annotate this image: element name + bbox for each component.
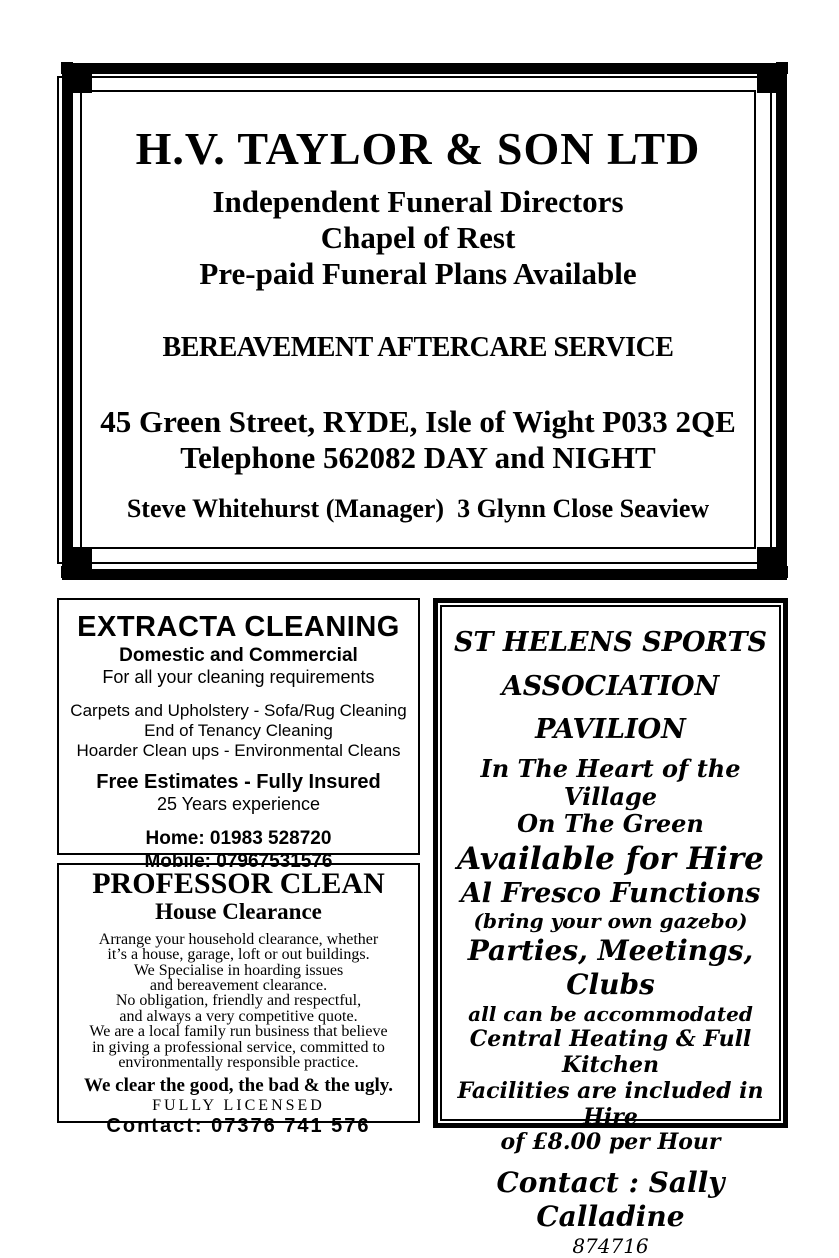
sthelens-accommodated-line: all can be accommodated bbox=[468, 1001, 753, 1026]
professor-body-line: We are a local family run business that believe bbox=[89, 1023, 388, 1041]
professor-body-line: environmentally responsible practice. bbox=[118, 1053, 359, 1071]
sthelens-heating-line: Central Heating & Full Kitchen bbox=[469, 1025, 752, 1078]
sthelens-hire-line: Available for Hire bbox=[457, 840, 764, 877]
professor-body-line: and bereavement clearance. bbox=[149, 977, 328, 995]
sthelens-title-line-2: ASSOCIATION bbox=[501, 670, 720, 702]
extracta-service-3: Hoarder Clean ups - Environmental Cleans bbox=[76, 741, 401, 761]
sthelens-heart-line: In The Heart of the Village bbox=[480, 754, 741, 811]
funeral-subtitle-2: Chapel of Rest bbox=[320, 219, 516, 255]
sthelens-title-line-3: PAVILION bbox=[535, 714, 686, 746]
funeral-manager-line: Steve Whitehurst (Manager) 3 Glynn Close Seaview bbox=[126, 493, 710, 523]
extracta-estimates: Free Estimates - Fully Insured bbox=[96, 771, 381, 794]
funeral-subtitle-3: Pre-paid Funeral Plans Available bbox=[199, 255, 637, 291]
extracta-service-2: End of Tenancy Cleaning bbox=[144, 721, 333, 741]
sthelens-ad-content bbox=[440, 605, 781, 1258]
professor-clean-ad bbox=[57, 863, 420, 1138]
sthelens-facilities-line: Facilities are included in Hire bbox=[457, 1077, 764, 1130]
professor-body-line: No obligation, friendly and respectful, bbox=[115, 992, 362, 1010]
sthelens-title-line-1: ST HELENS SPORTS bbox=[453, 627, 768, 658]
frame-corner-ornament bbox=[757, 547, 779, 569]
frame-corner-ornament bbox=[70, 71, 92, 93]
professor-body-line: Arrange your household clearance, whether bbox=[98, 931, 379, 948]
funeral-subtitle-1: Independent Funeral Directors bbox=[212, 184, 624, 219]
sthelens-alfresco-line: Al Fresco Functions bbox=[460, 877, 761, 909]
funeral-ad-content bbox=[82, 92, 754, 547]
sthelens-price-line: of £8.00 per Hour bbox=[500, 1129, 721, 1156]
professor-title: PROFESSOR CLEAN bbox=[92, 867, 385, 900]
professor-body-line: We Specialise in hoarding issues bbox=[133, 961, 344, 979]
extracta-tagline: For all your cleaning requirements bbox=[102, 667, 375, 687]
funeral-address: 45 Green Street, RYDE, Isle of Wight P033 2QE bbox=[100, 403, 736, 439]
extracta-service-1: Carpets and Upholstery - Sofa/Rug Cleaning bbox=[70, 701, 407, 720]
sthelens-pavilion-ad bbox=[433, 598, 788, 1258]
frame-corner-ornament bbox=[757, 71, 779, 93]
extracta-home-phone: Home: 01983 528720 bbox=[145, 828, 332, 850]
sthelens-gazebo-line: (bring your own gazebo) bbox=[473, 909, 748, 934]
professor-body-line: it’s a house, garage, loft or out buildings. bbox=[107, 946, 370, 964]
funeral-ad bbox=[57, 63, 787, 580]
professor-slogan: We clear the good, the bad & the ugly. bbox=[84, 1075, 393, 1097]
sthelens-parties-line: Parties, Meetings, Clubs bbox=[467, 934, 754, 1002]
professor-body-line: in giving a professional service, committed to bbox=[92, 1038, 385, 1056]
sthelens-contact-name: Contact : Sally Calladine bbox=[496, 1166, 725, 1234]
extracta-experience: 25 Years experience bbox=[156, 794, 321, 815]
funeral-title: H.V. TAYLOR & SON LTD bbox=[135, 123, 701, 174]
extracta-subtitle: Domestic and Commercial bbox=[119, 645, 358, 666]
sthelens-green-line: On The Green bbox=[517, 809, 704, 839]
sthelens-contact-number: 874716 bbox=[572, 1233, 649, 1258]
professor-subtitle: House Clearance bbox=[155, 899, 322, 924]
funeral-service-line: BEREAVEMENT AFTERCARE SERVICE bbox=[162, 331, 674, 363]
funeral-phone: Telephone 562082 DAY and NIGHT bbox=[180, 439, 656, 475]
professor-contact: Contact: 07376 741 576 bbox=[106, 1115, 371, 1138]
extracta-cleaning-ad bbox=[57, 598, 420, 872]
professor-licensed: FULLY LICENSED bbox=[152, 1097, 325, 1115]
extracta-title: EXTRACTA CLEANING bbox=[77, 611, 400, 643]
extracta-mobile-phone: Mobile: 07967531576 bbox=[144, 850, 333, 872]
frame-corner-ornament bbox=[70, 547, 92, 569]
professor-body-line: and always a very competitive quote. bbox=[119, 1007, 358, 1025]
